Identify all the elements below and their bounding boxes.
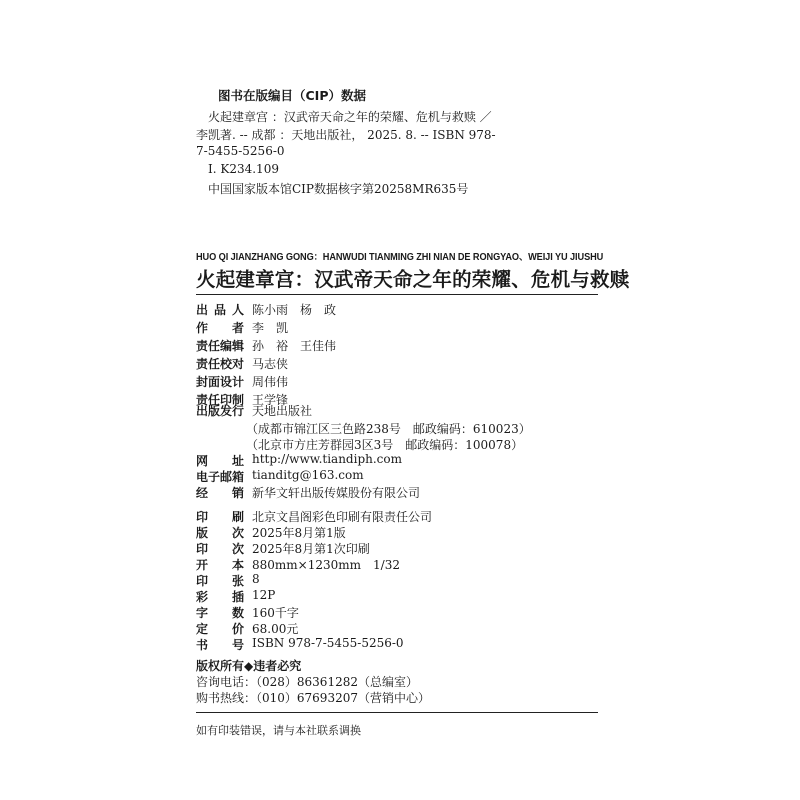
website-link[interactable]: http://www.tiandiph.com: [252, 452, 402, 466]
cip-line-1: 火起建章宫 ：汉武帝天命之年的荣耀、危机与救赎 ／: [208, 110, 492, 124]
credit-value: 周伟伟: [252, 375, 289, 389]
website-label: 网址: [196, 454, 244, 468]
credit-label: 责任校对: [196, 357, 245, 371]
credit-value: 陈小雨 杨 政: [252, 303, 337, 317]
spec-label: 定价: [196, 622, 244, 636]
publisher-address-1: （成都市锦江区三色路238号 邮政编码：610023）: [246, 422, 531, 436]
sales-phone: 购书热线：（010）67693207（营销中心）: [196, 691, 430, 705]
credit-label: 作者: [196, 321, 244, 335]
footer-divider: [196, 712, 598, 713]
spec-value: 880mm×1230mm 1/32: [252, 558, 400, 572]
spec-value: 2025年8月第1版: [252, 526, 346, 540]
copyright-notice: 版权所有◆违者必究: [196, 659, 302, 673]
spec-value: 北京文昌阁彩色印刷有限责任公司: [252, 510, 433, 524]
print-error-notice: 如有印装错误，请与本社联系调换: [196, 724, 361, 737]
spec-label: 印次: [196, 542, 244, 556]
credit-label: 责任印制: [196, 393, 245, 407]
credit-value: 王学锋: [252, 393, 289, 407]
spec-value: 12P: [252, 588, 276, 602]
spec-value: 160千字: [252, 606, 299, 620]
credit-label: 出品人: [196, 303, 244, 317]
pinyin-title: HUO QI JIANZHANG GONG：HANWUDI TIANMING ZHI NIAN DE RONGYAO、WEIJI YU JIUSHU: [196, 252, 604, 263]
spec-label: 字数: [196, 606, 244, 620]
credit-label: 责任编辑: [196, 339, 245, 353]
spec-label: 彩插: [196, 590, 244, 604]
book-title: 火起建章宫：汉武帝天命之年的荣耀、危机与救赎: [196, 268, 630, 291]
spec-label: 印刷: [196, 510, 244, 524]
spec-label: 开本: [196, 558, 244, 572]
cip-line-4: Ⅰ. K234.109: [208, 162, 279, 176]
distributor-label: 经销: [196, 486, 244, 500]
spec-value: 68.00元: [252, 622, 299, 636]
cip-line-3: 7-5455-5256-0: [196, 144, 285, 158]
cip-line-2: 李凯著. -- 成都 ：天地出版社， 2025. 8. -- ISBN 978-: [196, 128, 496, 142]
credit-value: 马志侠: [252, 357, 289, 371]
credit-value: 孙 裕 王佳伟: [252, 339, 337, 353]
publisher-name: 天地出版社: [252, 404, 313, 418]
spec-value: 2025年8月第1次印刷: [252, 542, 370, 556]
spec-label: 版次: [196, 526, 244, 540]
credit-value: 李 凯: [252, 321, 289, 335]
email-label: 电子邮箱: [196, 470, 245, 484]
divider: [196, 294, 598, 295]
publisher-address-2: （北京市方庄芳群园3区3号 邮政编码：100078）: [246, 438, 524, 452]
inquiry-phone: 咨询电话：（028）86361282（总编室）: [196, 675, 418, 689]
spec-label: 书号: [196, 638, 244, 652]
cip-heading: 图书在版编目（CIP）数据: [218, 88, 366, 103]
credit-label: 封面设计: [196, 375, 245, 389]
publisher-label: 出版发行: [196, 404, 245, 418]
cip-line-5: 中国国家版本馆CIP数据核字第20258MR635号: [208, 182, 469, 196]
spec-label: 印张: [196, 574, 244, 588]
email-link[interactable]: tianditg@163.com: [252, 468, 364, 482]
spec-value: 8: [252, 572, 260, 586]
spec-value: ISBN 978-7-5455-5256-0: [252, 636, 404, 650]
distributor-value: 新华文轩出版传媒股份有限公司: [252, 486, 421, 500]
